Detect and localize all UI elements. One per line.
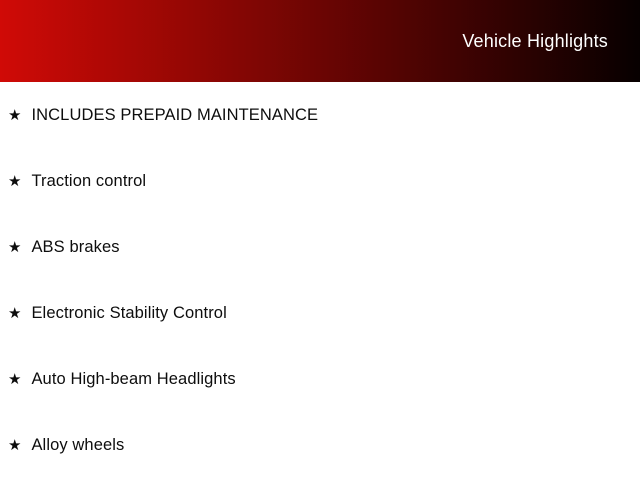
star-icon: ★ — [8, 435, 22, 454]
list-item — [0, 214, 640, 280]
list-item-label: INCLUDES PREPAID MAINTENANCE — [31, 105, 319, 124]
page-title: Vehicle Highlights — [462, 31, 608, 51]
list-item — [0, 148, 640, 214]
star-icon: ★ — [8, 237, 22, 256]
list-item-label: Auto High-beam Headlights — [31, 369, 236, 388]
star-icon: ★ — [8, 369, 22, 388]
star-icon: ★ — [8, 171, 22, 190]
list-item — [0, 280, 640, 346]
list-item — [0, 346, 640, 412]
list-item-label: Traction control — [31, 171, 147, 190]
star-icon: ★ — [8, 303, 22, 322]
list-item-label: Electronic Stability Control — [31, 303, 227, 322]
list-item — [0, 412, 640, 478]
header-banner — [0, 0, 640, 82]
list-item-label: Alloy wheels — [31, 435, 125, 454]
list-item — [0, 82, 640, 148]
highlights-list — [0, 82, 640, 478]
star-icon: ★ — [8, 105, 22, 124]
list-item-label: ABS brakes — [31, 237, 120, 256]
